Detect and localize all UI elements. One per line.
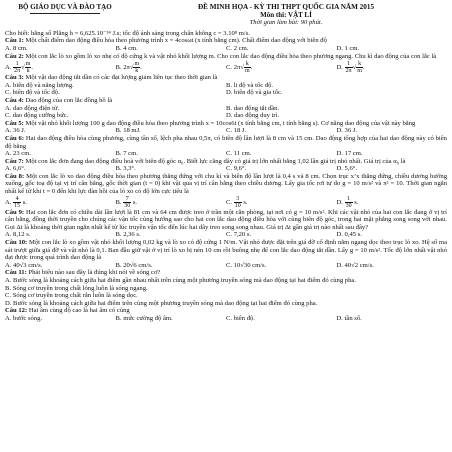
question-1: Câu 1: Một chất điểm dao động điều hòa theo phương trình x = 4cosωt (x tính bằng cm). Chất điểm dao động với biên độ [5, 37, 327, 45]
question-5: Câu 5: Một vật nhỏ khối lượng 100 g dao động điều hòa theo phương trình x = 10cos6t (x tính bằng cm, t tính bằng s). Cơ năng dao động của vật này bằng [5, 119, 416, 127]
option-c[interactable]: C. Sóng cơ truyền trong chất rắn luôn là sóng dọc. [5, 292, 138, 300]
option-b[interactable]: B. mức cường độ âm. [115, 314, 173, 322]
question-3: Câu 3: Một vật dao động tắt dần có các đại lượng giảm liên tục theo thời gian là [5, 74, 218, 82]
option-c[interactable]: C. 10√30 cm/s. [226, 261, 267, 269]
option-c[interactable]: C. 11 cm. [226, 150, 252, 158]
option-d[interactable]: D. 5,6°. [336, 165, 358, 173]
option-b[interactable]: B. 4 cm. [115, 44, 138, 52]
option-b[interactable]: B. dao động tắt dần. [226, 104, 280, 112]
exam-subject: Môn thi: VẬT LÍ [260, 10, 312, 19]
option-a[interactable]: A. Bước sóng là khoảng cách giữa hai điểm gần nhau nhất trên cùng một phương truyền sóng mà dao động tại hai điểm đó cùng pha. [5, 277, 356, 284]
option-d[interactable]: D. 0,45 s. [336, 231, 362, 239]
exam-title: ĐỀ MINH HỌA - KỲ THI THPT QUỐC GIA NĂM 2015 [197, 3, 375, 11]
option-a[interactable]: A. 8 cm. [5, 44, 28, 52]
option-a[interactable]: A. $\frac{1}{2\pi}$ √ $\frac{m}{k}$ . [5, 60, 34, 74]
question-7-options [5, 165, 447, 173]
exam-title-block [125, 4, 447, 27]
question-11: Câu 11: Phát biểu nào sau đây là đúng khi nói về sóng cơ? [5, 269, 161, 277]
option-c[interactable]: C. $\frac{3}{10}$ s. [226, 195, 248, 209]
option-b[interactable]: B. Sóng cơ truyền trong chất lỏng luôn là sóng ngang. [5, 284, 148, 292]
option-a[interactable]: A. $\frac{4}{15}$ s. [5, 195, 27, 209]
question-4-options [5, 105, 447, 120]
question-3-options [5, 82, 447, 97]
option-d[interactable]: D. Bước sóng là khoảng cách giữa hai điểm trên cùng một phương truyền sóng mà dao động tại hai điểm đó cùng pha. [5, 299, 318, 307]
option-d[interactable]: D. 36 J. [336, 127, 358, 135]
option-b[interactable]: B. 18 mJ. [115, 127, 141, 135]
question-10: Câu 10: Một con lắc lò xo gồm vật nhỏ khối lượng 0,02 kg và lò xo có độ cứng 1 N/m. Vật nhỏ được đặt trên giá đỡ cố định nằm ngang dọc theo trục lò xo. Hệ số ma sát trượt giữa giá đỡ và vật nhỏ là 0,1. Ban đầu giữ vật ở vị trí lò xo bị nén 10 cm rồi buông nhẹ để con lắc dao động tắt dần. Lấy g = 10 m/s². Tốc độ lớn nhất vật nhỏ đạt được trong quá trình dao động là [5, 239, 448, 262]
option-b[interactable]: B. 2,36 s. [115, 231, 141, 239]
question-9-options [5, 231, 447, 239]
question-5-options [5, 127, 447, 135]
option-b[interactable]: B. li độ và tốc độ. [226, 81, 274, 89]
option-a[interactable]: A. 6,6°. [5, 165, 26, 173]
option-a[interactable]: A. 40√3 cm/s. [5, 261, 43, 269]
question-4: Câu 4: Dao động của con lắc đồng hồ là [5, 96, 113, 104]
option-d[interactable]: D. 17 cm. [336, 150, 363, 158]
question-10-options [5, 262, 447, 270]
question-2-options [5, 60, 447, 74]
option-b[interactable]: B. 20√6 cm/s. [115, 261, 153, 269]
exam-header [5, 4, 447, 27]
question-6-options [5, 150, 447, 158]
given-constants: Cho biết: hằng số Plăng h = 6,625.10⁻³⁴ J.s; tốc độ ánh sáng trong chân không c = 3.10⁸ m/s. [5, 29, 250, 37]
option-d[interactable]: D. $\frac{1}{30}$ s. [336, 195, 359, 209]
option-a[interactable]: A. bước sóng. [5, 314, 43, 322]
option-b[interactable]: B. 7 cm. [115, 150, 138, 158]
option-a[interactable]: A. 8,12 s. [5, 231, 31, 239]
option-d[interactable]: D. tần số. [336, 314, 362, 322]
option-c[interactable]: C. 18 J. [226, 127, 247, 135]
option-b[interactable]: B. 3,3°. [115, 165, 136, 173]
option-a[interactable]: A. 23 cm. [5, 150, 32, 158]
option-d[interactable]: D. $\frac{1}{2\pi}$ √ $\frac{k}{m}$ . [336, 60, 365, 74]
option-c[interactable]: C. 2 cm. [226, 44, 249, 52]
question-1-options [5, 45, 447, 53]
question-12-options [5, 315, 447, 323]
option-d[interactable]: D. 1 cm. [336, 44, 360, 52]
option-c[interactable]: C. biên độ và tốc độ. [5, 89, 60, 97]
question-12: Câu 12: Hai âm cùng độ cao là hai âm có cùng [5, 307, 130, 315]
option-b[interactable]: B. $\frac{7}{30}$ s. [115, 195, 138, 209]
option-b[interactable]: B. 2π√ $\frac{m}{k}$ . [115, 60, 142, 74]
question-8: Câu 8: Một con lắc lò xo dao động điều hòa theo phương thẳng đứng với chu kì và biên độ lần lượt là 0,4 s và 8 cm. Chọn trục x’x thẳng đứng, chiều dương hướng xuống, gốc toạ độ tại vị trí cân bằng, gốc thời gian (t = 0) khi vật qua vị trí cân bằng theo chiều dương. Lấy gia tốc rơi tự do g = 10 m/s² và π² = 10. Thời gian ngắn nhất kể từ khi t = 0 đến khi lực đàn hồi của lò xo có độ lớn cực tiểu là [5, 172, 448, 196]
option-c[interactable]: C. dao động cưỡng bức. [5, 112, 69, 120]
option-c[interactable]: C. 7,20 s. [226, 231, 252, 239]
option-d[interactable]: D. dao động duy trì. [226, 112, 280, 120]
question-8-options [5, 196, 447, 209]
ministry-underline [30, 13, 100, 14]
option-d[interactable]: D. 40√2 cm/s. [336, 261, 374, 269]
option-a[interactable]: A. 36 J. [5, 127, 26, 135]
exam-duration: Thời gian làm bài: 90 phút. [249, 19, 323, 27]
option-a[interactable]: A. dao động điện từ. [5, 104, 60, 112]
ministry-name: BỘ GIÁO DỤC VÀ ĐÀO TẠO [18, 3, 112, 11]
ministry-block [5, 4, 125, 14]
option-a[interactable]: A. biên độ và năng lượng. [5, 81, 74, 89]
question-9: Câu 9: Hai con lắc đơn có chiều dài lần lượt là 81 cm và 64 cm được treo ở trần một căn phòng, tại nơi có g = 10 m/s². Khi các vật nhỏ của hai con lắc đang ở vị trí cân bằng, đồng thời truyền cho chúng các vận tốc cùng hướng sao cho hai con lắc dao động điều hòa với cùng biên độ góc, trong hai mặt phẳng song song với nhau. Gọi Δt là khoảng thời gian ngắn nhất kể từ lúc truyền vận tốc đến lúc hai dây treo song song nhau. Giá trị Δt gần giá trị nào nhất sau đây? [5, 208, 447, 231]
option-c[interactable]: C. 2π√ $\frac{k}{m}$ . [226, 60, 253, 74]
question-6: Câu 6: Hai dao động điều hòa cùng phương, cùng tần số, lệch pha nhau 0,5π, có biên độ lần lượt là 8 cm và 15 cm. Dao động tổng hợp của hai dao động này có biên độ bằng [5, 134, 447, 150]
option-d[interactable]: D. biên độ và gia tốc. [226, 89, 283, 97]
question-7: Câu 7: Một con lắc đơn đang dao động điều hoà với biên độ góc α₀. Biết lực căng dây có giá trị lớn nhất bằng 1,02 lần giá trị nhỏ nhất. Giá trị của α₀ là [5, 157, 406, 165]
question-2: Câu 2: Một con lắc lò xo gồm lò xo nhẹ có độ cứng k và vật nhỏ khối lượng m. Cho con lắc dao động điều hòa theo phương ngang. Chu kì dao động của con lắc là [5, 52, 437, 60]
option-c[interactable]: C. 9,6°. [226, 165, 247, 173]
option-c[interactable]: C. biên độ. [226, 314, 255, 322]
